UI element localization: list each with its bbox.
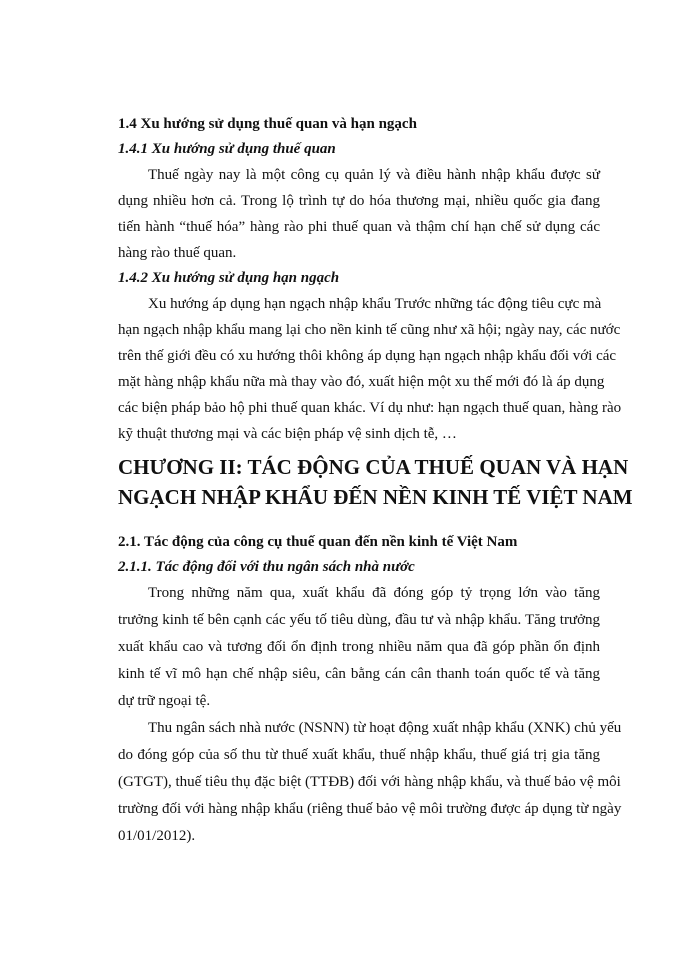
paragraph-line: trường đối với hàng nhập khẩu (riêng thuế bảo vệ môi trường được áp dụng từ ngày <box>118 801 622 817</box>
paragraph-line: Thu ngân sách nhà nước (NSNN) từ hoạt động xuất nhập khẩu (XNK) chủ yếu <box>148 720 622 736</box>
section-heading-2-1: 2.1. Tác động của công cụ thuế quan đến nền kinh tế Việt Nam <box>118 534 518 550</box>
paragraph-line: trên thế giới đều có xu hướng thôi không áp dụng hạn ngạch nhập khẩu đối với các <box>118 348 617 364</box>
paragraph-line: dự trữ ngoại tệ. <box>118 693 211 709</box>
paragraph-line: trưởng kinh tế bên cạnh các yếu tố tiêu dùng, đầu tư và nhập khẩu. Tăng trưởng <box>118 612 600 628</box>
subsection-heading-2-1-1: 2.1.1. Tác động đối với thu ngân sách nhà nước <box>118 559 415 575</box>
paragraph-line: Xu hướng áp dụng hạn ngạch nhập khẩu Trước những tác động tiêu cực mà <box>148 296 602 312</box>
paragraph-line: dụng nhiều hơn cả. Trong lộ trình tự do hóa thương mại, nhiều quốc gia đang <box>118 193 600 209</box>
paragraph-line: kỹ thuật thương mại và các biện pháp vệ sinh dịch tễ, … <box>118 426 457 442</box>
paragraph-line: (GTGT), thuế tiêu thụ đặc biệt (TTĐB) đối với hàng nhập khẩu, và thuế bảo vệ môi <box>118 774 621 790</box>
paragraph-line: kinh tế vĩ mô hạn chế nhập siêu, cân bằng cán cân thanh toán quốc tế và tăng <box>118 666 600 682</box>
chapter-title-line-1: CHƯƠNG II: TÁC ĐỘNG CỦA THUẾ QUAN VÀ HẠN <box>118 455 629 479</box>
paragraph-line: Thuế ngày nay là một công cụ quản lý và điều hành nhập khẩu được sử <box>148 167 600 183</box>
subsection-heading-1-4-1: 1.4.1 Xu hướng sử dụng thuế quan <box>118 141 336 157</box>
paragraph-line: 01/01/2012). <box>118 828 196 844</box>
paragraph-line: do đóng góp của số thu từ thuế xuất khẩu, thuế nhập khẩu, thuế giá trị gia tăng <box>118 747 600 763</box>
paragraph-line: tiến hành “thuế hóa” hàng rào phi thuế quan và thậm chí hạn chế sử dụng các <box>118 219 600 235</box>
paragraph-line: các biện pháp bảo hộ phi thuế quan khác. Ví dụ như: hạn ngạch thuế quan, hàng rào <box>118 400 622 416</box>
paragraph-line: hạn ngạch nhập khẩu mang lại cho nền kinh tế cũng như xã hội; ngày nay, các nước <box>118 322 621 338</box>
paragraph-line: hàng rào thuế quan. <box>118 245 237 261</box>
chapter-title-line-2: NGẠCH NHẬP KHẨU ĐẾN NỀN KINH TẾ VIỆT NAM <box>118 485 633 509</box>
section-heading-1-4: 1.4 Xu hướng sử dụng thuế quan và hạn ngạch <box>118 116 417 132</box>
subsection-heading-1-4-2: 1.4.2 Xu hướng sử dụng hạn ngạch <box>118 270 340 286</box>
paragraph-line: xuất khẩu cao và tương đối ổn định trong nhiều năm qua đã góp phần ổn định <box>118 639 600 655</box>
paragraph-line: mặt hàng nhập khẩu nữa mà thay vào đó, xuất hiện một xu thế mới đó là áp dụng <box>118 374 605 390</box>
paragraph-line: Trong những năm qua, xuất khẩu đã đóng góp tỷ trọng lớn vào tăng <box>148 585 600 601</box>
